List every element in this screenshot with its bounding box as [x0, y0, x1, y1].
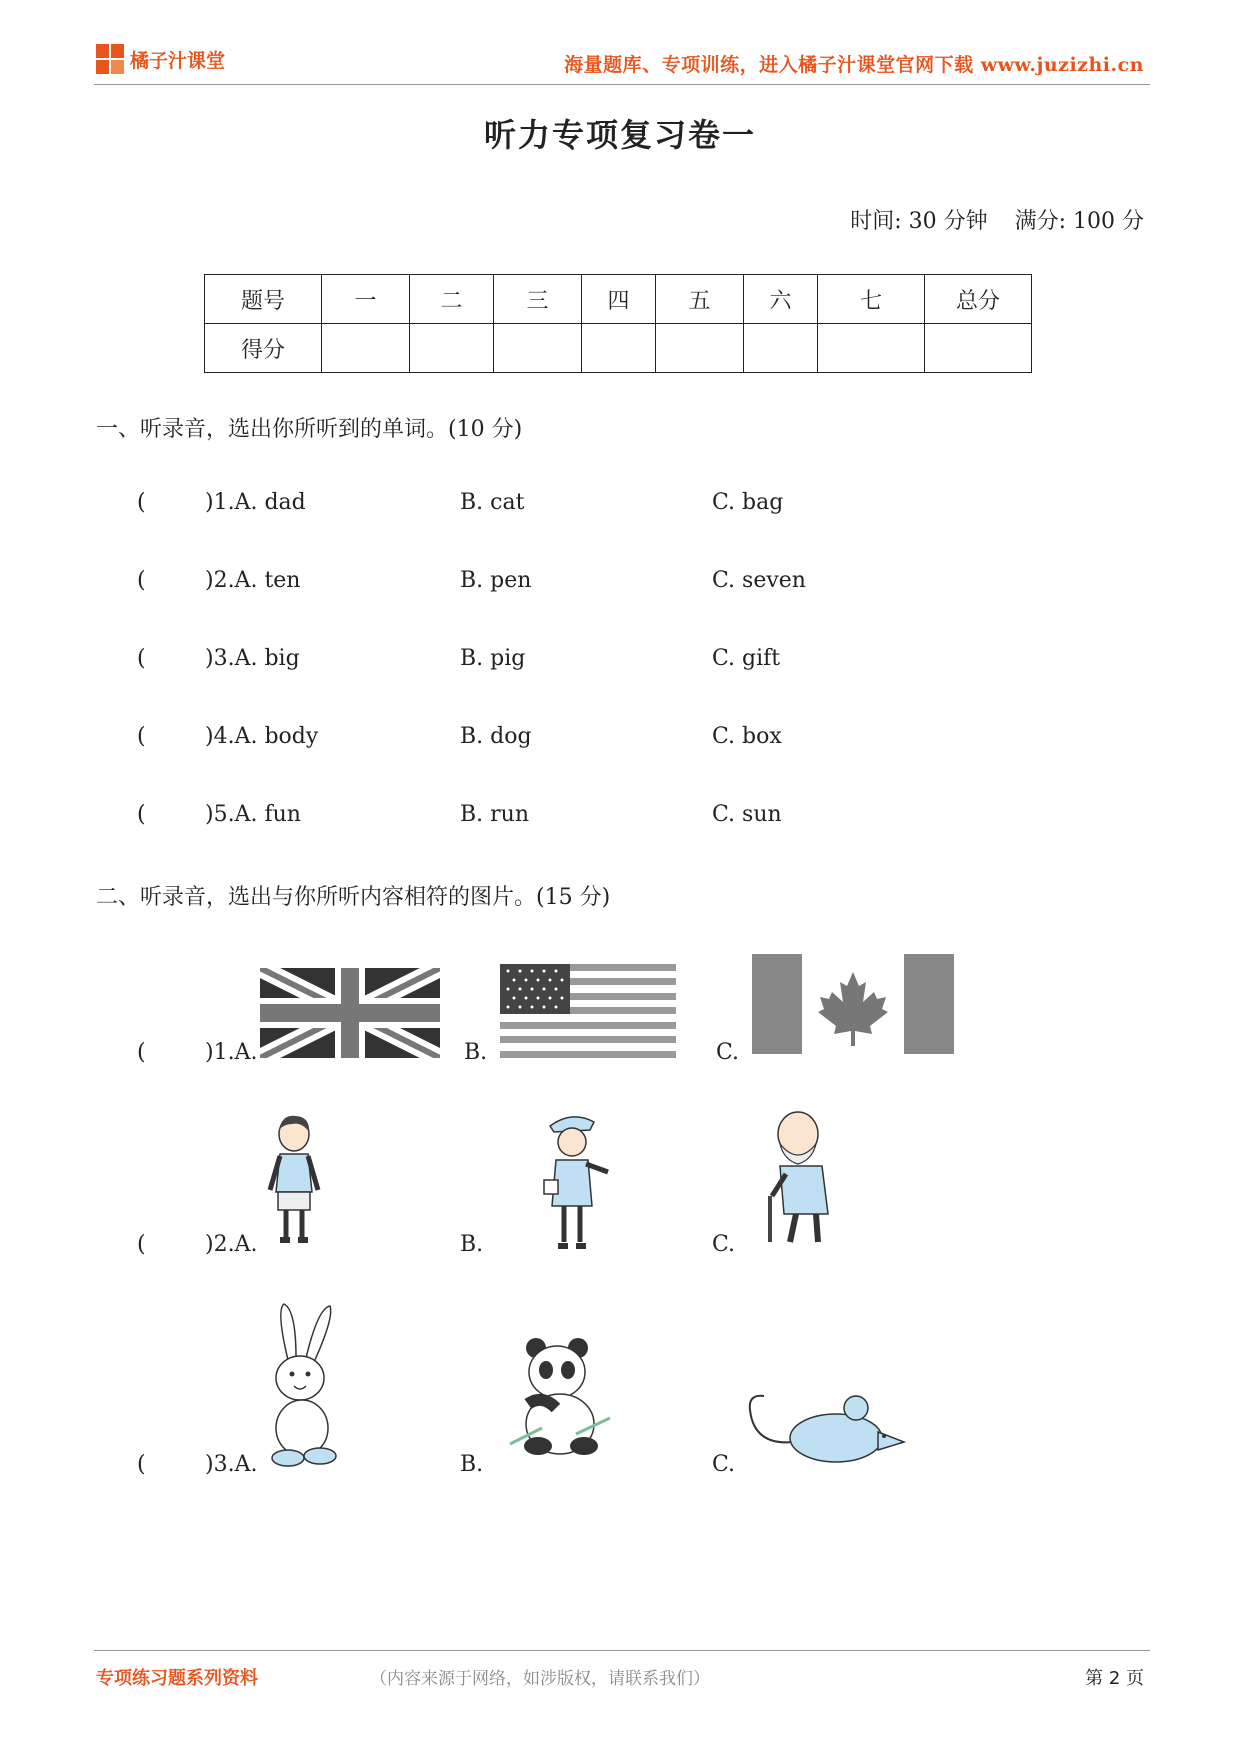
s1-question-1 — [0, 490, 1240, 520]
option-c: C. bag — [712, 490, 784, 515]
score-cell[interactable] — [744, 324, 818, 373]
footer-copyright-note: （内容来源于网络，如涉版权，请联系我们） — [370, 1669, 710, 1689]
page-title: 听力专项复习卷一 — [483, 116, 756, 154]
option-b: B. — [460, 1232, 484, 1257]
option-b: B. cat — [460, 490, 525, 515]
footer-series: 专项练习题系列资料 — [96, 1668, 258, 1689]
option-c: C. — [712, 1232, 736, 1257]
old-man-icon[interactable] — [756, 1104, 840, 1250]
canada-flag-icon[interactable] — [752, 954, 954, 1054]
score-header-cell: 题号 — [205, 275, 322, 324]
option-c: C. gift — [712, 646, 781, 671]
option-c: C. — [716, 1040, 740, 1065]
policewoman-icon[interactable] — [536, 1110, 616, 1256]
s2-question-2 — [0, 1232, 1240, 1262]
exam-time: 时间: 30 分钟 — [850, 209, 988, 234]
option-b: B. pen — [460, 568, 532, 593]
s1-question-5 — [0, 802, 1240, 832]
option-c: C. — [712, 1452, 736, 1477]
s2-question-3 — [0, 1452, 1240, 1482]
option-a: )1.A. dad — [205, 490, 306, 515]
mouse-icon[interactable] — [744, 1390, 910, 1466]
score-cell[interactable] — [656, 324, 744, 373]
score-table-score-row — [205, 324, 1032, 373]
option-b: B. pig — [460, 646, 526, 671]
option-a: )5.A. fun — [205, 802, 301, 827]
option-b: B. dog — [460, 724, 532, 749]
option-a: )3.A. big — [205, 646, 300, 671]
option-a: )4.A. body — [205, 724, 319, 749]
score-cell[interactable] — [925, 324, 1032, 373]
score-header-cell: 二 — [410, 275, 494, 324]
score-table — [204, 274, 1032, 373]
score-cell[interactable] — [494, 324, 582, 373]
exam-meta — [830, 204, 1144, 235]
answer-paren[interactable]: ( — [137, 724, 146, 749]
answer-paren[interactable]: ( — [137, 646, 146, 671]
section1-heading: 一、听录音，选出你所听到的单词。(10 分) — [96, 417, 523, 442]
header-tagline: 海量题库、专项训练，进入橘子汁课堂官网下载 www.juzizhi.cn — [564, 54, 1144, 76]
footer-divider — [94, 1650, 1150, 1651]
boy-icon[interactable] — [262, 1112, 326, 1252]
option-c: C. seven — [712, 568, 806, 593]
option-a: )1.A. — [205, 1040, 258, 1065]
answer-paren[interactable]: ( — [137, 1232, 146, 1257]
option-b: B. — [460, 1452, 484, 1477]
score-cell[interactable] — [322, 324, 410, 373]
footer-page-number: 第 2 页 — [1085, 1668, 1144, 1689]
score-header-cell: 七 — [818, 275, 925, 324]
option-c: C. box — [712, 724, 782, 749]
option-b: B. — [464, 1040, 488, 1065]
answer-paren[interactable]: ( — [137, 1452, 146, 1477]
s1-question-2 — [0, 568, 1240, 598]
answer-paren[interactable]: ( — [137, 802, 146, 827]
uk-flag-icon[interactable] — [260, 968, 440, 1058]
section2-heading: 二、听录音，选出与你所听内容相符的图片。(15 分) — [96, 885, 611, 910]
s1-question-4 — [0, 724, 1240, 754]
score-cell[interactable] — [410, 324, 494, 373]
rabbit-icon[interactable] — [258, 1300, 348, 1468]
score-cell[interactable] — [582, 324, 656, 373]
header-divider — [94, 84, 1150, 85]
score-row-label: 得分 — [205, 324, 322, 373]
option-b: B. run — [460, 802, 530, 827]
answer-paren[interactable]: ( — [137, 1040, 146, 1065]
score-header-cell: 一 — [322, 275, 410, 324]
logo-text: 橘子汁课堂 — [130, 50, 226, 72]
score-cell[interactable] — [818, 324, 925, 373]
panda-icon[interactable] — [506, 1334, 616, 1458]
score-header-cell: 五 — [656, 275, 744, 324]
answer-paren[interactable]: ( — [137, 568, 146, 593]
score-header-cell: 六 — [744, 275, 818, 324]
option-c: C. sun — [712, 802, 782, 827]
score-header-cell: 三 — [494, 275, 582, 324]
option-a: )2.A. — [205, 1232, 258, 1257]
option-a: )2.A. ten — [205, 568, 301, 593]
score-header-cell: 总分 — [925, 275, 1032, 324]
us-flag-icon[interactable] — [500, 964, 676, 1058]
option-a: )3.A. — [205, 1452, 258, 1477]
s1-question-3 — [0, 646, 1240, 676]
answer-paren[interactable]: ( — [137, 490, 146, 515]
score-table-header-row — [205, 275, 1032, 324]
juzizhi-logo-icon — [96, 44, 126, 76]
score-header-cell: 四 — [582, 275, 656, 324]
exam-full-score: 满分: 100 分 — [1014, 209, 1144, 234]
